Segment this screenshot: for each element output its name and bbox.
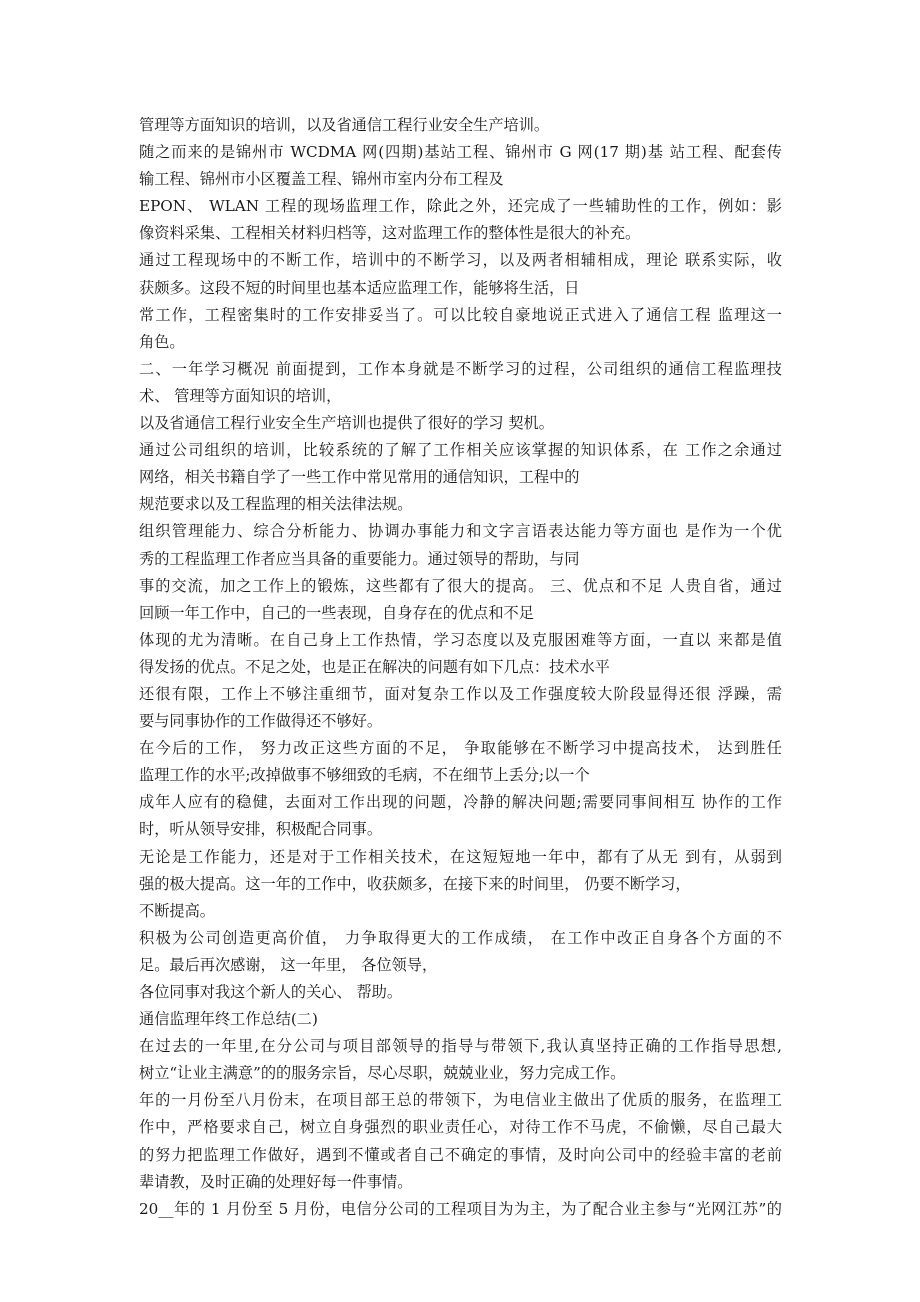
text-line: 积极为公司创造更高价值， 力争取得更大的工作成绩， 在工作中改正自身各个方面的不 bbox=[139, 928, 782, 947]
text-line: 规范要求以及工程监理的相关法律法规。 bbox=[139, 495, 413, 514]
text-line: 不断提高。 bbox=[139, 901, 215, 920]
text-line: 在过去的一年里,在分公司与项目部领导的指导与带领下,我认真坚持正确的工作指导思想, bbox=[139, 1037, 782, 1056]
text-line: 辈请教，及时正确的处理好每一件事情。 bbox=[139, 1172, 413, 1191]
text-line: 作中，严格要求自己，树立自身强烈的职业责任心，对待工作不马虎，不偷懒，尽自己最大 bbox=[139, 1118, 782, 1137]
text-line: EPON、 WLAN 工程的现场监理工作，除此之外，还完成了一些辅助性的工作，例如：影 bbox=[139, 197, 782, 216]
text-line: 输工程、锦州市小区覆盖工程、锦州市室内分布工程及 bbox=[139, 170, 504, 189]
text-line: 还很有限，工作上不够注重细节，面对复杂工作以及工作强度较大阶段显得还很 浮躁，需 bbox=[139, 684, 782, 703]
text-line: 回顾一年工作中，自己的一些表现，自身存在的优点和不足 bbox=[139, 603, 534, 622]
text-line: 足。最后再次感谢， 这一年里， 各位领导， bbox=[139, 955, 438, 974]
text-line: 以及省通信工程行业安全生产培训也提供了很好的学习 契机。 bbox=[139, 414, 554, 433]
text-line: 通过公司组织的培训，比较系统的了解了工作相关应该掌握的知识体系，在 工作之余通过 bbox=[139, 441, 782, 460]
text-line: 强的极大提高。这一年的工作中，收获颇多，在接下来的时间里， 仍要不断学习， bbox=[139, 874, 691, 893]
text-line: 20__年的 1 月份至 5 月份，电信分公司的工程项目为为主，为了配合业主参与“光网江苏”的 bbox=[139, 1199, 782, 1218]
text-line: 时，听从领导安排，积极配合同事。 bbox=[139, 820, 382, 839]
text-line: 术、 管理等方面知识的培训， bbox=[139, 386, 342, 405]
text-line: 体现的尤为清晰。在自己身上工作热情，学习态度以及克服困难等方面，一直以 来都是值 bbox=[139, 630, 782, 649]
text-line: 的努力把监理工作做好，遇到不懂或者自己不确定的事情，及时向公司中的经验丰富的老前 bbox=[139, 1145, 782, 1164]
text-line: 随之而来的是锦州市 WCDMA 网(四期)基站工程、锦州市 G 网(17 期)基 站工程、配套传 bbox=[139, 143, 782, 162]
text-line: 得发扬的优点。不足之处，也是正在解决的问题有如下几点：技术水平 bbox=[139, 657, 610, 676]
text-line: 监理工作的水平;改掉做事不够细致的毛病，不在细节上丢分;以一个 bbox=[139, 766, 590, 785]
text-line: 像资料采集、工程相关材料归档等，这对监理工作的整体性是很大的补充。 bbox=[139, 224, 641, 243]
text-line: 无论是工作能力，还是对于工作相关技术，在这短短地一年中，都有了从无 到有，从弱到 bbox=[139, 847, 782, 866]
text-line: 常工作，工程密集时的工作安排妥当了。可以比较自豪地说正式进入了通信工程 监理这一 bbox=[139, 305, 782, 324]
text-line: 管理等方面知识的培训，以及省通信工程行业安全生产培训。 bbox=[139, 116, 550, 134]
text-line: 角色。 bbox=[139, 332, 185, 351]
text-line: 网络，相关书籍自学了一些工作中常见常用的通信知识，工程中的 bbox=[139, 468, 580, 487]
text-line: 年的一月份至八月份末，在项目部王总的带领下，为电信业主做出了优质的服务，在监理工 bbox=[139, 1091, 782, 1110]
text-line: 二、一年学习概况 前面提到，工作本身就是不断学习的过程，公司组织的通信工程监理技 bbox=[139, 359, 782, 378]
text-line: 各位同事对我这个新人的关心、 帮助。 bbox=[139, 983, 403, 1001]
text-line: 秀的工程监理工作者应当具备的重要能力。通过领导的帮助，与同 bbox=[139, 549, 580, 568]
text-line: 事的交流，加之工作上的锻炼，这些都有了很大的提高。 三、优点和不足 人贵自省，通过 bbox=[139, 576, 782, 595]
text-line: 通过工程现场中的不断工作，培训中的不断学习，以及两者相辅相成，理论 联系实际，收 bbox=[139, 251, 782, 270]
text-line: 要与同事协作的工作做得还不够好。 bbox=[139, 712, 382, 731]
text-line: 在今后的工作， 努力改正这些方面的不足， 争取能够在不断学习中提高技术， 达到胜任 bbox=[139, 739, 782, 758]
text-line: 获颇多。这段不短的时间里也基本适应监理工作，能够将生活，日 bbox=[139, 278, 580, 297]
text-line: 树立“让业主满意”的的服务宗旨，尽心尽职，兢兢业业，努力完成工作。 bbox=[139, 1064, 626, 1083]
document-body bbox=[139, 112, 782, 1223]
text-line: 成年人应有的稳健，去面对工作出现的问题，冷静的解决问题;需要同事间相互 协作的工作 bbox=[139, 793, 782, 812]
text-line: 通信监理年终工作总结(二) bbox=[139, 1010, 318, 1029]
text-line: 组织管理能力、综合分析能力、协调办事能力和文字言语表达能力等方面也 是作为一个优 bbox=[139, 522, 782, 541]
